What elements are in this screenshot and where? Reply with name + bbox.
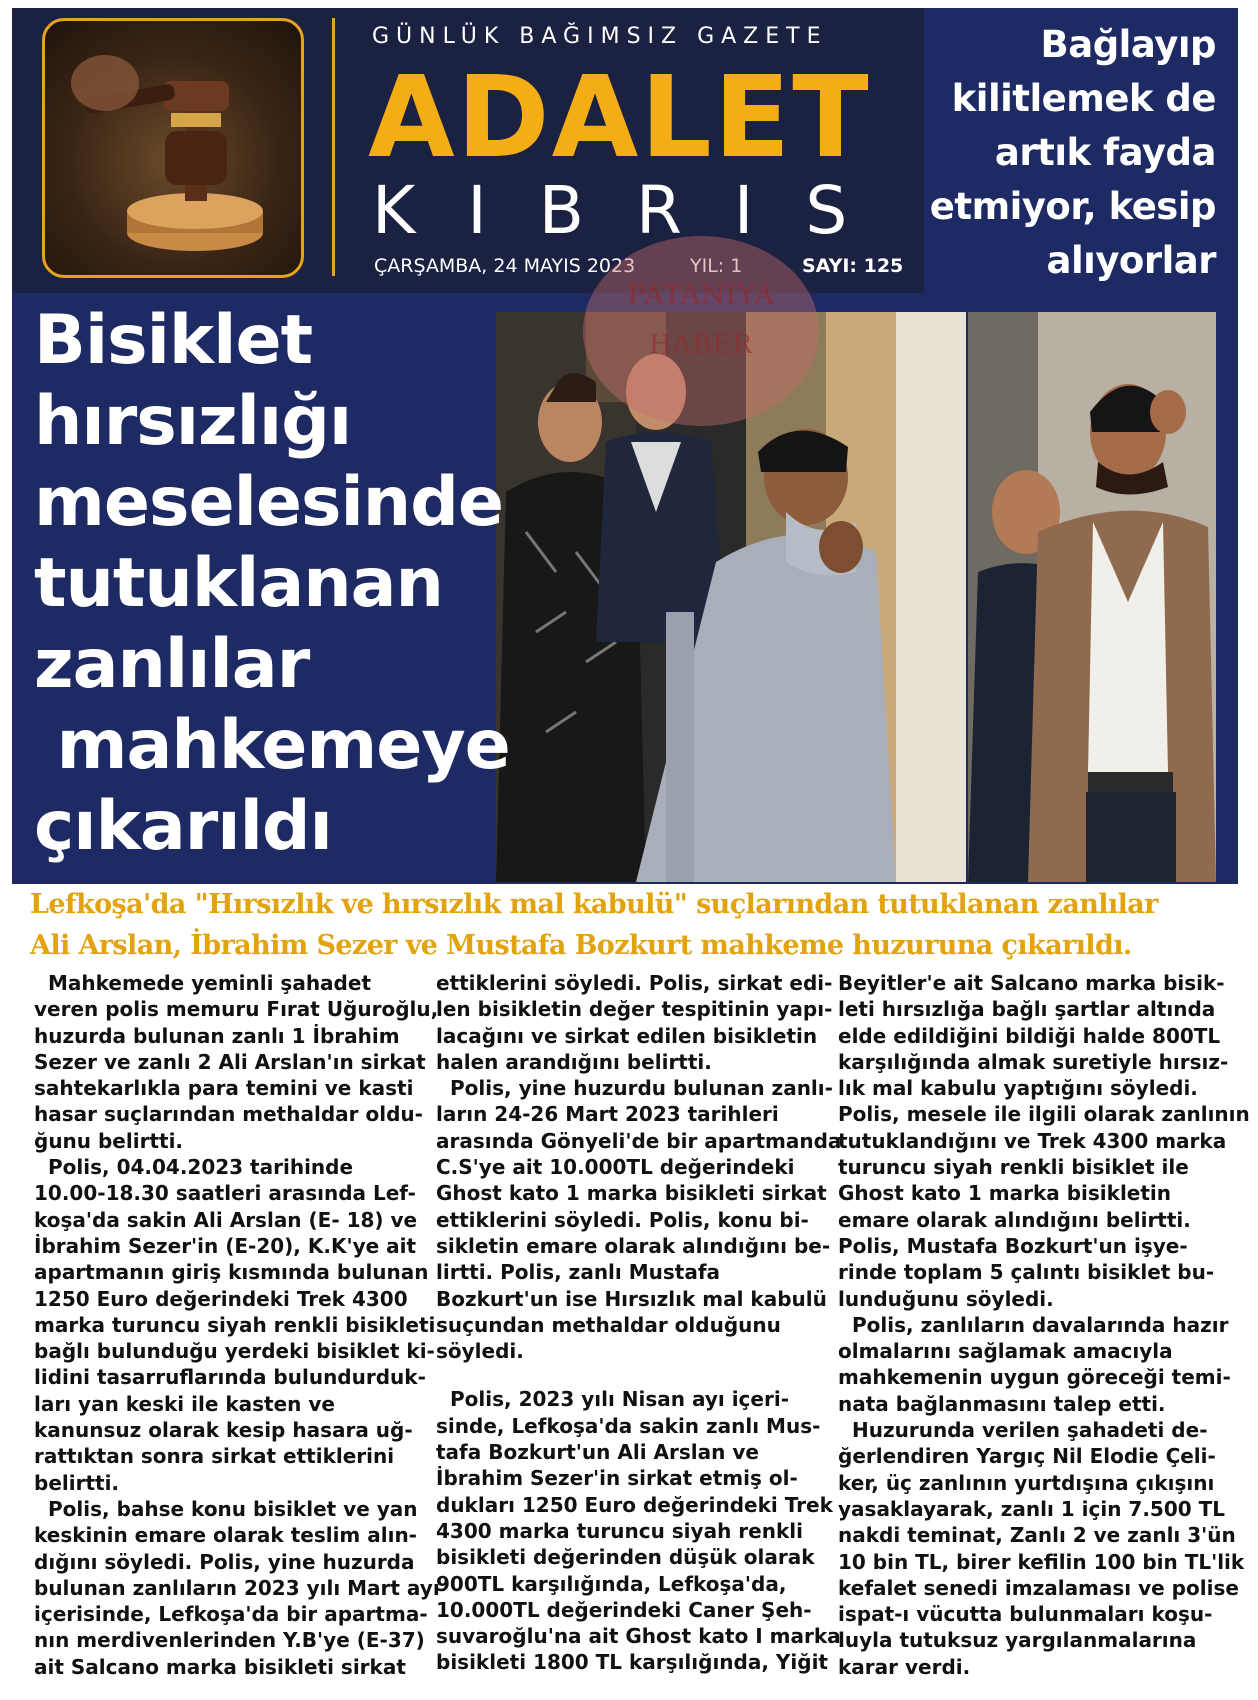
- article-column-2: [436, 970, 842, 1676]
- main-headline-line: tutuklanan: [34, 544, 443, 623]
- main-headline-line: mahkemeye: [34, 706, 510, 785]
- article-line: Ghost kato 1 marka bisikleti sirkat: [436, 1181, 827, 1206]
- article-line: len bisikletin değer tespitinin yapı-: [436, 997, 833, 1022]
- watermark-text: PATANIYA: [627, 280, 775, 311]
- article-line: ğunu belirtti.: [34, 1128, 184, 1153]
- article-line: belirtti.: [34, 1470, 120, 1495]
- article-line: 10.000TL değerindeki Caner Şeh-: [436, 1597, 812, 1622]
- article-line: sikletin emare olarak alındığını be-: [436, 1233, 831, 1258]
- article-line: tafa Bozkurt'un Ali Arslan ve: [436, 1440, 759, 1465]
- article-line: apartmanın giriş kısmında bulunan: [34, 1260, 429, 1285]
- newspaper-title: ADALET: [368, 53, 871, 183]
- article-line: sinde, Lefkoşa'da sakin zanlı Mus-: [436, 1413, 821, 1438]
- article-line: hasar suçlarından methaldar oldu-: [34, 1102, 423, 1127]
- article-line: nata bağlanmasını talep etti.: [838, 1391, 1166, 1416]
- article-line: ispat-ı vücutta bulunmaları koşu-: [838, 1602, 1213, 1627]
- main-headline-line: zanlılar: [34, 625, 310, 704]
- article-line: 10 bin TL, birer kefilin 100 bin TL'lik: [838, 1549, 1245, 1574]
- article-line: marka turuncu siyah renkli bisikleti: [34, 1312, 436, 1337]
- article-line: arasında Gönyeli'de bir apartmanda: [436, 1128, 842, 1153]
- article-line: bisikleti 1800 TL karşılığında, Yiğit: [436, 1650, 828, 1675]
- issue-number: SAYI: 125: [802, 255, 904, 277]
- side-headline: [920, 18, 1216, 288]
- article-line: 1250 Euro değerindeki Trek 4300: [34, 1286, 408, 1311]
- news-photo-suspect-two: [968, 312, 1216, 882]
- article-line: rinde toplam 5 çalıntı bisiklet bu-: [838, 1260, 1215, 1285]
- article-line: karar verdi.: [838, 1654, 971, 1679]
- subheadline-line: Ali Arslan, İbrahim Sezer ve Mustafa Bozkurt mahkeme huzuruna çıkarıldı.: [30, 930, 1132, 961]
- article-column-3: [838, 970, 1250, 1680]
- paragraph-gap: [436, 1364, 816, 1386]
- article-line: koşa'da sakin Ali Arslan (E- 18) ve: [34, 1207, 418, 1232]
- article-line: mahkemenin uygun göreceği temi-: [838, 1365, 1231, 1390]
- article-line: dığını söyledi. Polis, yine huzurda: [34, 1549, 415, 1574]
- article-line: karşılığında almak suretiyle hırsız-: [838, 1049, 1229, 1074]
- article-line: Polis, 2023 yılı Nisan ayı içeri-: [450, 1387, 789, 1412]
- main-headline-line: Bisiklet: [34, 301, 313, 380]
- article-line: Huzurunda verilen şahadeti de-: [852, 1418, 1208, 1443]
- main-headline-line: meselesinde: [34, 463, 503, 542]
- article-line: Polis, bahse konu bisiklet ve yan: [48, 1496, 418, 1521]
- article-line: Mahkemede yeminli şahadet: [48, 971, 371, 995]
- article-line: lunduğunu söyledi.: [838, 1286, 1054, 1311]
- article-column-1: [34, 970, 440, 1680]
- issue-date: ÇARŞAMBA, 24 MAYIS 2023: [374, 255, 636, 277]
- side-headline-line: kilitlemek de: [951, 77, 1216, 120]
- gavel-logo: [42, 18, 304, 278]
- article-line: halen arandığını belirtti.: [436, 1049, 712, 1074]
- article-line: ları yan keski ile kasten ve: [34, 1391, 335, 1416]
- article-line: 10.00-18.30 saatleri arasında Lef-: [34, 1181, 416, 1206]
- article-line: suçundan methaldar olduğunu: [436, 1312, 781, 1337]
- article-line: Ghost kato 1 marka bisikletin: [838, 1181, 1172, 1206]
- article-line: elde edildiğini bildiği halde 800TL: [838, 1023, 1221, 1048]
- main-headline: [34, 300, 534, 867]
- article-line: Polis, 04.04.2023 tarihinde: [48, 1155, 354, 1180]
- side-headline-line: etmiyor, kesip: [929, 185, 1216, 228]
- article-line: turuncu siyah renkli bisiklet ile: [838, 1155, 1189, 1180]
- article-line: rattıktan sonra sirkat ettiklerini: [34, 1444, 395, 1469]
- article-line: Bozkurt'un ise Hırsızlık mal kabulü: [436, 1286, 827, 1311]
- article-line: İbrahim Sezer'in (E-20), K.K'ye ait: [34, 1233, 417, 1258]
- article-line: sahtekarlıkla para temini ve kasti: [34, 1076, 414, 1101]
- main-headline-line: çıkarıldı: [34, 787, 332, 866]
- article-line: ait Salcano marka bisikleti sirkat: [34, 1654, 406, 1679]
- article-line: tutuklandığını ve Trek 4300 marka: [838, 1128, 1227, 1153]
- article-subheadline: [30, 884, 1235, 966]
- article-line: Polis, yine huzurdu bulunan zanlı-: [450, 1076, 833, 1101]
- article-line: leti hırsızlığa bağlı şartlar altında: [838, 997, 1216, 1022]
- article-line: lacağını ve sirkat edilen bisikletin: [436, 1023, 818, 1048]
- article-line: lirtti. Polis, zanlı Mustafa: [436, 1260, 721, 1285]
- article-line: emare olarak alındığını belirtti.: [838, 1207, 1191, 1232]
- article-line: dukları 1250 Euro değerindeki Trek: [436, 1492, 833, 1517]
- article-line: bisikleti değerinden düşük olarak: [436, 1545, 815, 1570]
- article-line: kefalet senedi imzalaması ve polise: [838, 1575, 1239, 1600]
- article-line: suvaroğlu'na ait Ghost kato I marka: [436, 1624, 841, 1649]
- article-line: İbrahim Sezer'in sirkat etmiş ol-: [436, 1466, 798, 1491]
- watermark-text: HABER: [648, 330, 754, 360]
- article-line: huzurda bulunan zanlı 1 İbrahim: [34, 1023, 400, 1048]
- article-line: içerisinde, Lefkoşa'da bir apartma-: [34, 1602, 428, 1627]
- article-line: Polis, Mustafa Bozkurt'un işye-: [838, 1233, 1188, 1258]
- article-line: bağlı bulunduğu yerdeki bisiklet ki-: [34, 1339, 435, 1364]
- article-line: ker, üç zanlının yurtdışına çıkışını: [838, 1470, 1215, 1495]
- article-line: veren polis memuru Fırat Uğuroğlu,: [34, 997, 439, 1022]
- issue-year: YIL: 1: [690, 255, 743, 277]
- article-line: lidini tasarruflarında bulundurduk-: [34, 1365, 426, 1390]
- article-line: Polis, zanlıların davalarında hazır: [852, 1312, 1229, 1337]
- subheadline-line: Lefkoşa'da "Hırsızlık ve hırsızlık mal kabulü" suçlarından tutuklanan zanlılar: [30, 889, 1158, 920]
- main-headline-line: hırsızlığı: [34, 382, 352, 461]
- article-line: yasaklayarak, zanlı 1 için 7.500 TL: [838, 1496, 1226, 1521]
- article-line: 4300 marka turuncu siyah renkli: [436, 1518, 803, 1543]
- side-headline-line: artık fayda: [994, 131, 1216, 174]
- article-line: Beyitler'e ait Salcano marka bisik-: [838, 971, 1225, 995]
- masthead-divider: [332, 18, 335, 276]
- article-line: Sezer ve zanlı 2 Ali Arslan'ın sirkat: [34, 1049, 426, 1074]
- article-line: ettiklerini söyledi. Polis, konu bi-: [436, 1207, 809, 1232]
- article-line: kanunsuz olarak kesip hasara uğ-: [34, 1418, 413, 1443]
- article-line: nın merdivenlerinden Y.B'ye (E-37): [34, 1628, 425, 1653]
- side-headline-line: Bağlayıp: [1040, 23, 1216, 66]
- article-line: olmalarını sağlamak amacıyla: [838, 1339, 1173, 1364]
- gavel-icon: [45, 21, 304, 278]
- article-line: ettiklerini söyledi. Polis, sirkat edi-: [436, 971, 833, 995]
- masthead-tagline: GÜNLÜK BAĞIMSIZ GAZETE: [372, 24, 828, 49]
- article-line: bulunan zanlıların 2023 yılı Mart ayı: [34, 1575, 440, 1600]
- article-line: lık mal kabulu yaptığını söyledi.: [838, 1076, 1198, 1101]
- article-line: ların 24-26 Mart 2023 tarihleri: [436, 1102, 779, 1127]
- article-line: Polis, mesele ile ilgili olarak zanlının: [838, 1102, 1250, 1127]
- article-line: nakdi teminat, Zanlı 2 ve zanlı 3'ün: [838, 1523, 1236, 1548]
- article-line: luyla tutuksuz yargılanmalarına: [838, 1628, 1197, 1653]
- article-line: C.S'ye ait 10.000TL değerindeki: [436, 1155, 795, 1180]
- article-line: 900TL karşılığında, Lefkoşa'da,: [436, 1571, 787, 1596]
- article-line: keskinin emare olarak teslim alın-: [34, 1523, 417, 1548]
- article-line: ğerlendiren Yargıç Nil Elodie Çeli-: [838, 1444, 1216, 1469]
- newspaper-subtitle: KIBRIS: [372, 172, 900, 249]
- article-line: söyledi.: [436, 1339, 524, 1364]
- side-headline-line: alıyorlar: [1046, 239, 1216, 282]
